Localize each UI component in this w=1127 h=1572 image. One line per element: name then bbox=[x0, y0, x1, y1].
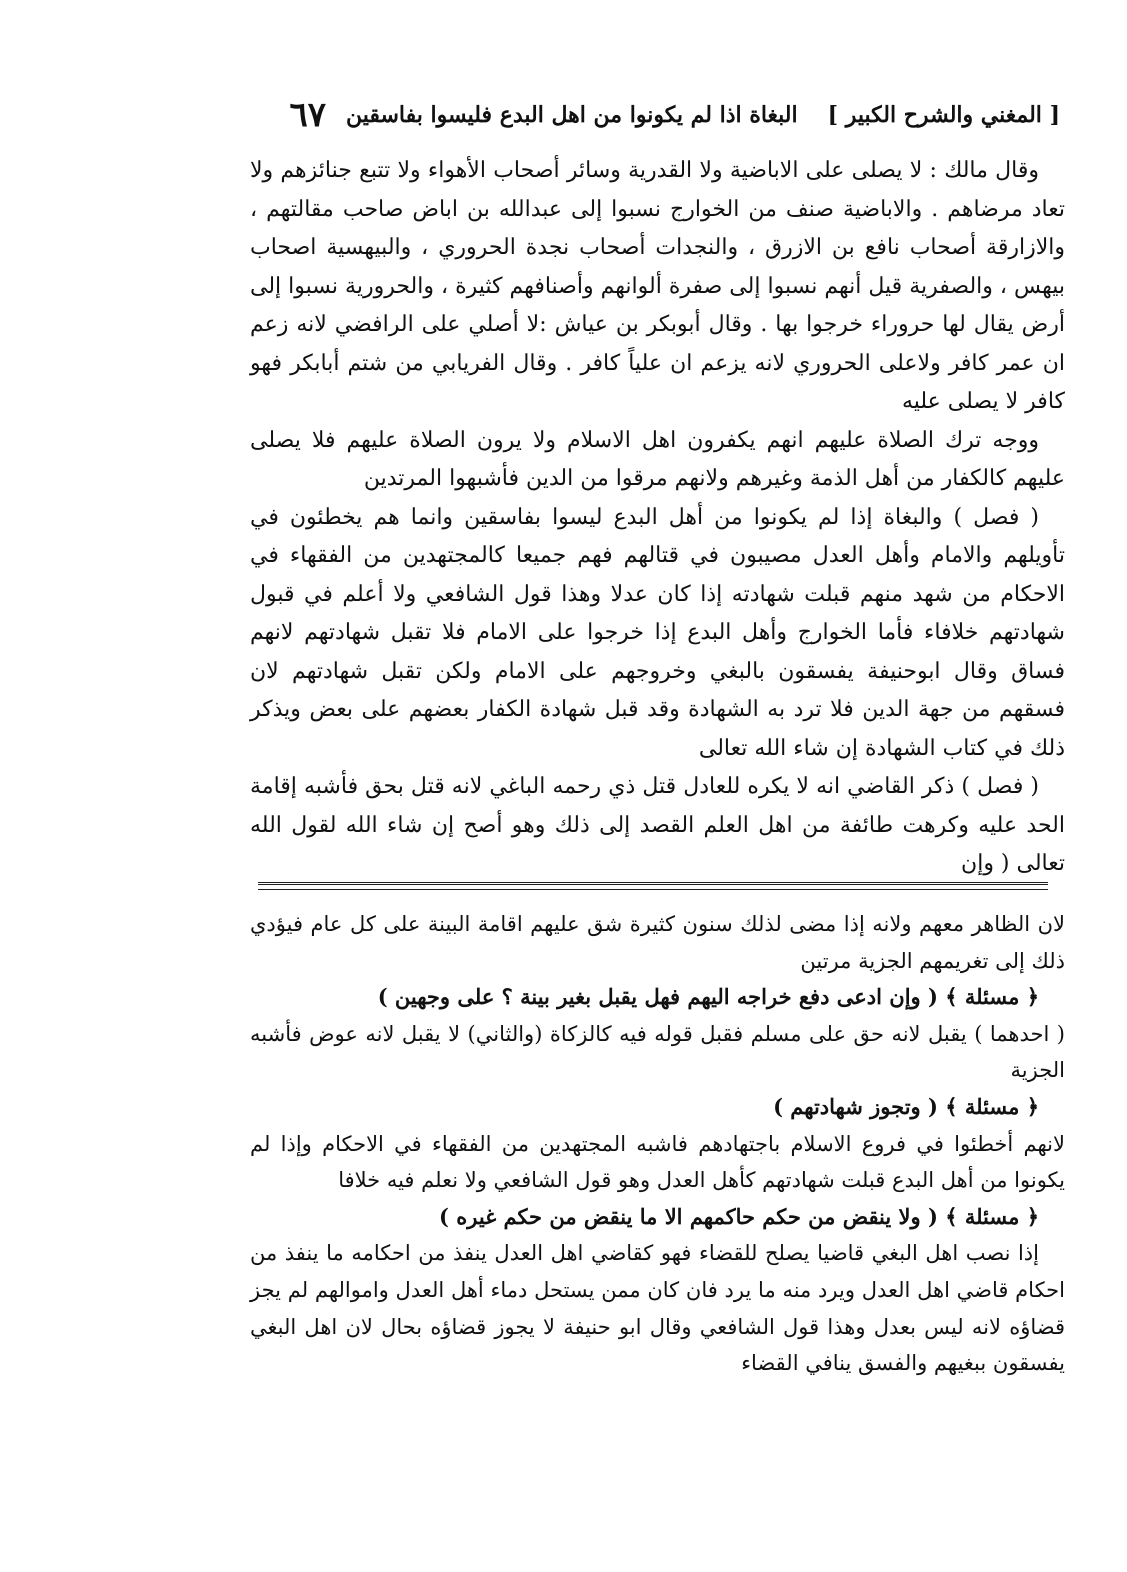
paragraph: ( احدهما ) يقبل لانه حق على مسلم فقبل قوله فيه كالزكاة (والثاني) لا يقبل لانه عوض فأشبه الجزية bbox=[250, 1021, 1065, 1083]
paragraph: لانهم أخطئوا في فروع الاسلام باجتهادهم فاشبه المجتهدين من الفقهاء في الاحكام وإذا لم يكونوا من أهل البدع قبلت شهادتهم كأهل العدل وهو قول الشافعي ولا نعلم فيه خلافا bbox=[250, 1131, 1065, 1193]
page-number: ٦٧ bbox=[289, 95, 326, 135]
paragraph: ووجه ترك الصلاة عليهم انهم يكفرون اهل الاسلام ولا يرون الصلاة عليهم فلا يصلى عليهم كالكفار من أهل الذمة وغيرهم ولانهم مرقوا من الدين فأشبهوا المرتدين bbox=[250, 427, 1065, 491]
paragraph: ( فصل ) ذكر القاضي انه لا يكره للعادل قتل ذي رحمه الباغي لانه قتل بحق فأشبه إقامة الحد عليه وكرهت طائفة من اهل العلم القصد إلى ذلك وهو أصح إن شاء الله لقول الله تعالى ( وإن bbox=[250, 774, 1065, 876]
paragraph: وقال مالك : لا يصلى على الاباضية ولا القدرية وسائر أصحاب الأهواء ولا تتبع جنائزهم ولا تعاد مرضاهم . والاباضية صنف من الخوارج نسبوا إلى عبدالله بن اباض صاحب مقالتهم ، والازارقة أصحاب نافع بن الازرق ، والنجدات أصحاب نجدة الحروري ، والبيهسية اصحاب بيهس ، والصفرية قيل أنهم نسبوا إلى صفرة ألوانهم وأصنافهم كثيرة ، والحرورية نسبوا إلى أرض يقال لها حروراء خرجوا بها . وقال أبوبكر بن عياش :لا أصلي على الرافضي لانه زعم ان عمر كافر ولاعلى الحروري لانه يزعم ان علياً كافر . وقال الفريابي من شتم أبابكر فهو كافر لا يصلى عليه bbox=[250, 158, 1065, 414]
book-title: [ المغني والشرح الكبير ] bbox=[827, 102, 1060, 128]
page-header bbox=[289, 92, 1060, 138]
running-head: البغاة اذا لم يكونوا من اهل البدع فليسوا بفاسقين bbox=[345, 102, 798, 128]
commentary-text bbox=[250, 152, 1065, 884]
section-divider bbox=[258, 882, 1048, 885]
paragraph: ( فصل ) والبغاة إذا لم يكونوا من أهل البدع ليسوا بفاسقين وانما هم يخطئون في تأويلهم والامام وأهل العدل مصيبون في قتالهم فهم جميعا كالمجتهدين من الفقهاء في الاحكام من شهد منهم قبلت شهادته إذا كان عدلا وهذا قول الشافعي ولا أعلم في قبول شهادتهم خلافاء فأما الخوارج وأهل البدع إذا خرجوا على الامام فلا تقبل شهادتهم لانهم فساق وقال ابوحنيفة يفسقون بالبغي وخروجهم على الامام ولكن تقبل شهادتهم لان فسقهم من جهة الدين فلا ترد به الشهادة وقد قبل شهادة الكفار بعضهم على بعض ويذكر ذلك في كتاب الشهادة إن شاء الله تعالى bbox=[250, 504, 1065, 761]
main-text bbox=[250, 906, 1065, 1382]
section-divider-thin bbox=[258, 889, 1048, 890]
paragraph: إذا نصب اهل البغي قاضيا يصلح للقضاء فهو كقاضي اهل العدل ينفذ من احكامه ما ينفذ من احكام قاضي اهل العدل ويرد منه ما يرد فان كان ممن يستحل دماء أهل العدل واموالهم لم يجز قضاؤه لانه ليس بعدل وهذا قول الشافعي وقال ابو حنيفة لا يجوز قضاؤه بحال لان اهل البغي يفسقون ببغيهم والفسق ينافي القضاء bbox=[250, 1241, 1065, 1376]
masala-heading: ﴿ مسئلة ﴾ ( ولا ينقض من حكم حاكمهم الا ما ينقض من حكم غيره ) bbox=[439, 1203, 1039, 1229]
masala-heading: ﴿ مسئلة ﴾ ( وإن ادعى دفع خراجه اليهم فهل يقبل بغير بينة ؟ على وجهين ) bbox=[377, 984, 1039, 1010]
paragraph: لان الظاهر معهم ولانه إذا مضى لذلك سنون كثيرة شق عليهم اقامة البينة على كل عام فيؤدي ذلك إلى تغريمهم الجزية مرتين bbox=[250, 912, 1065, 973]
masala-heading: ﴿ مسئلة ﴾ ( وتجوز شهادتهم ) bbox=[773, 1093, 1039, 1119]
